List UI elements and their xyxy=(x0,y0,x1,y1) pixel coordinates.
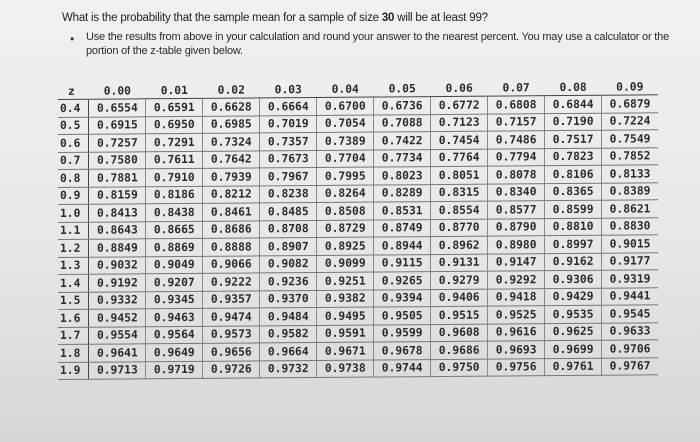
z-table-cell: 0.9345 xyxy=(146,291,203,309)
z-table-cell: 0.9656 xyxy=(203,343,260,361)
z-table-column-header: 0.03 xyxy=(260,82,317,98)
z-table-cell: 0.8485 xyxy=(260,202,317,220)
z-table-cell: 0.7881 xyxy=(89,169,146,187)
z-table-cell: 0.9756 xyxy=(488,358,545,376)
z-table-cell: 0.8749 xyxy=(374,219,431,237)
z-table-cell: 0.9625 xyxy=(545,323,602,341)
z-table-cell: 0.9441 xyxy=(602,287,658,305)
z-table-cell: 0.8289 xyxy=(374,184,431,202)
z-table-cell: 0.7734 xyxy=(374,149,431,167)
z-table-cell: 0.8133 xyxy=(602,165,658,183)
z-table-cell: 0.9633 xyxy=(602,322,658,340)
z-table-cell: 0.8665 xyxy=(146,221,203,239)
z-table-cell: 0.9357 xyxy=(203,290,260,308)
z-table-row-label: 1.6 xyxy=(58,309,89,327)
z-table-cell: 0.8810 xyxy=(545,218,602,236)
z-table-cell: 0.7357 xyxy=(260,132,317,150)
z-table-cell: 0.8461 xyxy=(203,203,260,221)
z-table-cell: 0.7389 xyxy=(317,132,374,150)
z-table-cell: 0.9706 xyxy=(602,340,658,358)
z-table-cell: 0.7794 xyxy=(488,148,545,166)
z-table-cell: 0.9162 xyxy=(545,253,602,271)
z-table-cell: 0.9177 xyxy=(602,252,658,270)
z-table-column-header: 0.09 xyxy=(602,79,658,95)
z-table-cell: 0.7939 xyxy=(203,168,260,186)
z-table-cell: 0.8686 xyxy=(203,220,260,238)
z-table-cell: 0.7704 xyxy=(317,150,374,168)
z-table-cell: 0.9582 xyxy=(260,325,317,343)
z-table-cell: 0.9591 xyxy=(317,325,374,343)
z-table-cell: 0.8925 xyxy=(317,237,374,255)
z-table-cell: 0.6664 xyxy=(260,97,317,115)
z-table-corner: z xyxy=(58,84,89,100)
z-table-cell: 0.9699 xyxy=(545,340,602,358)
z-table-cell: 0.9616 xyxy=(488,323,545,341)
z-table-cell: 0.8508 xyxy=(317,202,374,220)
z-table-cell: 0.9719 xyxy=(146,361,203,379)
z-table-cell: 0.8023 xyxy=(374,167,431,185)
z-table-row-label: 1.2 xyxy=(58,239,89,257)
z-table-cell: 0.9032 xyxy=(89,256,146,274)
z-table-cell: 0.8997 xyxy=(545,235,602,253)
z-table-cell: 0.8554 xyxy=(431,201,488,219)
z-table-row-label: 1.4 xyxy=(58,274,89,292)
z-table-cell: 0.8413 xyxy=(89,204,146,222)
question-sample-size: 30 xyxy=(381,12,395,24)
z-table-column-header: 0.08 xyxy=(545,80,602,96)
z-table-row-label: 0.6 xyxy=(58,134,89,152)
z-table-cell: 0.7549 xyxy=(602,130,658,148)
z-table-cell: 0.6950 xyxy=(146,116,203,134)
z-table-column-header: 0.06 xyxy=(431,81,488,97)
z-table-cell: 0.7910 xyxy=(146,168,203,186)
z-table-cell: 0.6591 xyxy=(146,98,203,116)
z-table-cell: 0.6772 xyxy=(431,96,488,114)
z-table-cell: 0.8708 xyxy=(260,220,317,238)
z-table-cell: 0.9452 xyxy=(89,309,146,327)
z-table-cell: 0.8051 xyxy=(431,166,488,184)
z-table-row-label: 1.7 xyxy=(58,327,89,345)
z-table-cell: 0.9608 xyxy=(431,324,488,342)
z-table-cell: 0.7123 xyxy=(431,114,488,132)
z-table-cell: 0.8980 xyxy=(488,236,545,254)
z-table-cell: 0.8577 xyxy=(488,201,545,219)
z-table-row-label: 1.8 xyxy=(58,344,89,362)
z-table-cell: 0.9131 xyxy=(431,254,488,272)
z-table-row-label: 0.5 xyxy=(58,117,89,135)
z-table-cell: 0.8790 xyxy=(488,218,545,236)
z-table-cell: 0.9732 xyxy=(260,360,317,378)
z-table-cell: 0.7967 xyxy=(260,167,317,185)
z-table-cell: 0.9525 xyxy=(488,306,545,324)
z-table-cell: 0.9474 xyxy=(203,308,260,326)
z-table-cell: 0.9207 xyxy=(146,273,203,291)
question-text xyxy=(62,12,682,24)
z-table-cell: 0.9744 xyxy=(374,359,431,377)
z-table-cell: 0.9738 xyxy=(317,360,374,378)
z-table-row-label: 1.5 xyxy=(58,292,89,310)
z-table-body xyxy=(58,95,658,380)
z-table-cell: 0.7257 xyxy=(89,134,146,152)
z-table-cell: 0.8729 xyxy=(317,220,374,238)
z-table-cell: 0.9115 xyxy=(374,254,431,272)
z-table-cell: 0.8106 xyxy=(545,165,602,183)
z-table-cell: 0.9535 xyxy=(545,305,602,323)
z-table-cell: 0.6628 xyxy=(203,98,260,116)
z-table-cell: 0.9599 xyxy=(374,324,431,342)
z-table-column-header: 0.00 xyxy=(89,83,146,99)
z-table-row-label: 1.3 xyxy=(58,257,89,275)
z-table-cell: 0.7995 xyxy=(317,167,374,185)
z-table-cell: 0.9370 xyxy=(260,290,317,308)
z-table-cell: 0.9649 xyxy=(146,343,203,361)
z-table-cell: 0.9066 xyxy=(203,255,260,273)
z-table-cell: 0.8264 xyxy=(317,185,374,203)
z-table-cell: 0.6554 xyxy=(89,99,146,117)
z-table-cell: 0.6736 xyxy=(374,97,431,115)
z-table-cell: 0.8078 xyxy=(488,166,545,184)
z-table-column-header: 0.05 xyxy=(374,81,431,97)
z-table-column-header: 0.04 xyxy=(317,82,374,98)
bullet-icon: • xyxy=(70,32,75,46)
z-table-cell: 0.9463 xyxy=(146,308,203,326)
z-table-cell: 0.9505 xyxy=(374,307,431,325)
z-table-cell: 0.9306 xyxy=(545,270,602,288)
z-table-cell: 0.8159 xyxy=(89,186,146,204)
z-table-cell: 0.9678 xyxy=(374,342,431,360)
z-table-row-label: 1.9 xyxy=(58,362,89,380)
z-table-cell: 0.9394 xyxy=(374,289,431,307)
z-table-column-header: 0.02 xyxy=(203,82,260,98)
z-table-cell: 0.8531 xyxy=(374,202,431,220)
z-table-cell: 0.9265 xyxy=(374,272,431,290)
z-table-cell: 0.8962 xyxy=(431,236,488,254)
z-table-cell: 0.9418 xyxy=(488,288,545,306)
z-table-cell: 0.6700 xyxy=(317,97,374,115)
z-table-cell: 0.9382 xyxy=(317,290,374,308)
z-table-cell: 0.9099 xyxy=(317,255,374,273)
question-prefix: What is the probability that the sample mean for a sample of size xyxy=(62,12,382,24)
z-table-row-label: 0.8 xyxy=(58,169,89,187)
z-table-cell: 0.9726 xyxy=(203,360,260,378)
z-table-cell: 0.7764 xyxy=(431,149,488,167)
z-table-cell: 0.8186 xyxy=(146,186,203,204)
z-table-cell: 0.9192 xyxy=(89,274,146,292)
z-table-row-label: 0.9 xyxy=(58,187,89,205)
z-table-cell: 0.8621 xyxy=(602,200,658,218)
z-table-cell: 0.7019 xyxy=(260,115,317,133)
z-table-row-label: 0.4 xyxy=(58,99,89,117)
z-table-cell: 0.7580 xyxy=(89,151,146,169)
z-table-cell: 0.8643 xyxy=(89,221,146,239)
z-table-cell: 0.8888 xyxy=(203,238,260,256)
z-table-cell: 0.8849 xyxy=(89,239,146,257)
z-table-cell: 0.7642 xyxy=(203,150,260,168)
z-table-cell: 0.7517 xyxy=(545,130,602,148)
z-table xyxy=(58,79,658,380)
z-table-cell: 0.8907 xyxy=(260,237,317,255)
z-table-row-label: 1.0 xyxy=(58,204,89,222)
z-table-cell: 0.9641 xyxy=(89,344,146,362)
z-table-cell: 0.9049 xyxy=(146,256,203,274)
z-table-cell: 0.7673 xyxy=(260,150,317,168)
z-table-container xyxy=(58,79,683,380)
z-table-row-label: 0.7 xyxy=(58,152,89,170)
z-table-cell: 0.6985 xyxy=(203,115,260,133)
z-table-cell: 0.7291 xyxy=(146,133,203,151)
z-table-cell: 0.6844 xyxy=(545,95,602,113)
z-table-column-header: 0.07 xyxy=(488,80,545,96)
z-table-cell: 0.9564 xyxy=(146,326,203,344)
z-table-cell: 0.6915 xyxy=(89,116,146,134)
z-table-cell: 0.8599 xyxy=(545,200,602,218)
z-table-cell: 0.9713 xyxy=(89,361,146,379)
z-table-row-label: 1.1 xyxy=(58,222,89,240)
z-table-cell: 0.8438 xyxy=(146,203,203,221)
z-table-cell: 0.9406 xyxy=(431,289,488,307)
z-table-row xyxy=(58,357,658,379)
z-table-cell: 0.9495 xyxy=(317,307,374,325)
z-table-cell: 0.9319 xyxy=(602,270,658,288)
z-table-cell: 0.7190 xyxy=(545,113,602,131)
z-table-cell: 0.6879 xyxy=(602,95,658,113)
z-table-cell: 0.9671 xyxy=(317,342,374,360)
z-table-cell: 0.7823 xyxy=(545,148,602,166)
z-table-cell: 0.9554 xyxy=(89,326,146,344)
z-table-cell: 0.9279 xyxy=(431,271,488,289)
z-table-cell: 0.7611 xyxy=(146,151,203,169)
z-table-cell: 0.7422 xyxy=(374,132,431,150)
z-table-cell: 0.9686 xyxy=(431,341,488,359)
z-table-cell: 0.8869 xyxy=(146,238,203,256)
z-table-cell: 0.9515 xyxy=(431,306,488,324)
z-table-cell: 0.8340 xyxy=(488,183,545,201)
z-table-cell: 0.8389 xyxy=(602,182,658,200)
z-table-cell: 0.9750 xyxy=(431,359,488,377)
z-table-cell: 0.9015 xyxy=(602,235,658,253)
z-table-cell: 0.9484 xyxy=(260,307,317,325)
z-table-cell: 0.6808 xyxy=(488,96,545,114)
z-table-cell: 0.7486 xyxy=(488,131,545,149)
z-table-cell: 0.8365 xyxy=(545,183,602,201)
z-table-cell: 0.7157 xyxy=(488,113,545,131)
z-table-cell: 0.8944 xyxy=(374,237,431,255)
z-table-cell: 0.8212 xyxy=(203,185,260,203)
z-table-cell: 0.9147 xyxy=(488,253,545,271)
z-table-cell: 0.7224 xyxy=(602,112,658,130)
z-table-cell: 0.8238 xyxy=(260,185,317,203)
instruction-text: Use the results from above in your calculation and round your answer to the nearest percent. You may use a calculator or the portion of the z-table given below. xyxy=(86,31,669,57)
z-table-cell: 0.9222 xyxy=(203,273,260,291)
z-table-cell: 0.9236 xyxy=(260,272,317,290)
z-table-cell: 0.9664 xyxy=(260,342,317,360)
z-table-cell: 0.8770 xyxy=(431,219,488,237)
z-table-cell: 0.8830 xyxy=(602,217,658,235)
z-table-cell: 0.9292 xyxy=(488,271,545,289)
z-table-cell: 0.9573 xyxy=(203,325,260,343)
z-table-cell: 0.9251 xyxy=(317,272,374,290)
z-table-cell: 0.7054 xyxy=(317,115,374,133)
z-table-cell: 0.7088 xyxy=(374,114,431,132)
z-table-cell: 0.7852 xyxy=(602,147,658,165)
z-table-cell: 0.8315 xyxy=(431,184,488,202)
z-table-cell: 0.9767 xyxy=(602,357,658,375)
z-table-cell: 0.9545 xyxy=(602,305,658,323)
z-table-cell: 0.7324 xyxy=(203,133,260,151)
z-table-cell: 0.9332 xyxy=(89,291,146,309)
z-table-cell: 0.9761 xyxy=(545,358,602,376)
z-table-cell: 0.9693 xyxy=(488,341,545,359)
z-table-column-header: 0.01 xyxy=(146,83,203,99)
z-table-cell: 0.9429 xyxy=(545,288,602,306)
question-suffix: will be at least 99? xyxy=(394,12,488,24)
z-table-cell: 0.9082 xyxy=(260,255,317,273)
z-table-cell: 0.7454 xyxy=(431,131,488,149)
